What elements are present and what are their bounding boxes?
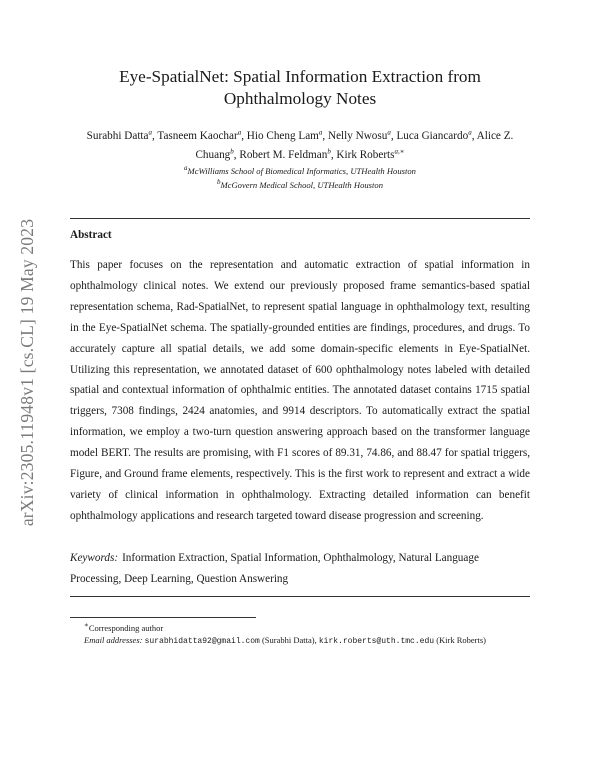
paper-title-line-2: Ophthalmology Notes xyxy=(223,89,377,108)
author-name: Hio Cheng Lam xyxy=(246,129,319,142)
author xyxy=(328,130,396,142)
author-affiliation-mark: a xyxy=(237,128,242,136)
paper-title xyxy=(70,66,530,110)
author xyxy=(157,130,246,142)
author-affiliation-mark: b xyxy=(327,147,331,156)
affiliation xyxy=(70,163,530,177)
affiliation-list xyxy=(70,163,530,192)
arxiv-identifier-stamp xyxy=(13,200,43,545)
email-link-datta[interactable]: surabhidatta92@gmail.com xyxy=(144,636,260,646)
author-affiliation-mark: a,∗ xyxy=(394,147,405,156)
author-separator: , xyxy=(152,129,158,142)
email-addresses xyxy=(70,635,530,648)
author-separator: , xyxy=(233,149,240,162)
corresponding-author-note xyxy=(70,620,530,635)
abstract-body: This paper focuses on the representation and automatic extraction of spatial information in ophthalmology clinical notes. We extend our previously proposed frame semantics-based spatial representation schema, Rad-SpatialNet, to represent spatial language in ophthalmology text, resulting in the Eye-SpatialNet schema. The spatially-grounded entities are findings, procedures, and drugs. To accurately capture all spatial details, we add some domain-specific elements in Eye-SpatialNet. Utilizing this representation, we annotated dataset of 600 ophthalmology notes labeled with detailed spatial and contextual information of ophthalmic entities. The annotated dataset contains 1715 spatial triggers, 7308 findings, 2424 anatomies, and 9914 descriptors. To automatically extract the spatial information, we employ a two-turn question answering approach based on the transformer language model BERT. The results are promising, with F1 scores of 89.31, 74.86, and 88.47 for spatial triggers, Figure, and Ground frame elements, respectively. This is the first work to represent and extract a wide variety of clinical information in ophthalmology. Extracting detailed information can benefit ophthalmology applications and research targeted toward disease progression and screening. xyxy=(70,259,530,522)
author-separator: , xyxy=(322,129,328,142)
abstract-bottom-rule xyxy=(70,596,530,597)
author-name: Kirk Roberts xyxy=(336,149,395,162)
author-name: Surabhi Datta xyxy=(86,129,149,142)
email-owner-roberts: (Kirk Roberts) xyxy=(436,634,486,645)
author-affiliation-mark: a xyxy=(468,128,472,136)
author-affiliation-mark: b xyxy=(230,147,234,156)
abstract-heading: Abstract xyxy=(70,229,112,241)
author-separator: , xyxy=(471,129,477,142)
email-label: Email addresses: xyxy=(84,634,143,645)
corresponding-author-text: Corresponding author xyxy=(88,622,164,633)
author-list xyxy=(70,124,530,163)
affiliation-text: McWilliams School of Biomedical Informatics, UTHealth Houston xyxy=(187,165,416,176)
author-affiliation-mark: a xyxy=(148,128,152,136)
author-separator: , xyxy=(330,149,337,162)
affiliation-text: McGovern Medical School, UTHealth Houston xyxy=(220,180,384,191)
email-link-roberts[interactable]: kirk.roberts@uth.tmc.edu xyxy=(318,636,435,646)
author xyxy=(336,149,404,161)
author-name: Alice Z. Chuang xyxy=(195,129,514,162)
author-name: Nelly Nwosu xyxy=(327,129,388,142)
author-separator: , xyxy=(390,129,397,142)
author-name: Tasneem Kaochar xyxy=(157,129,238,142)
keywords-label: Keywords: xyxy=(70,552,119,564)
author-affiliation-mark: a xyxy=(387,128,391,136)
author-affiliation-mark: a xyxy=(318,128,323,136)
paper-title-line-1: Eye-SpatialNet: Spatial Information Extraction from xyxy=(119,67,481,86)
author-separator: , xyxy=(241,129,247,142)
email-owner-datta: (Surabhi Datta), xyxy=(261,634,317,645)
author xyxy=(396,130,476,142)
affiliation xyxy=(70,177,530,191)
author-name: Robert M. Feldman xyxy=(239,149,328,162)
author xyxy=(247,130,328,142)
affiliation-mark: a xyxy=(184,164,188,172)
author xyxy=(87,130,158,142)
keywords xyxy=(70,548,530,590)
footnote-mark: ∗ xyxy=(84,621,89,629)
author xyxy=(239,149,336,161)
abstract-top-rule xyxy=(70,218,530,219)
footnote xyxy=(70,620,530,647)
affiliation-mark: b xyxy=(216,178,221,187)
author-name: Luca Giancardo xyxy=(396,129,469,142)
keywords-text: Information Extraction, Spatial Information, Ophthalmology, Natural Language Processing, Deep Learning, Question Answering xyxy=(70,552,479,585)
arxiv-identifier-text: arXiv:2305.11948v1 [cs.CL] 19 May 2023 xyxy=(17,218,38,527)
footnote-rule xyxy=(70,617,256,618)
